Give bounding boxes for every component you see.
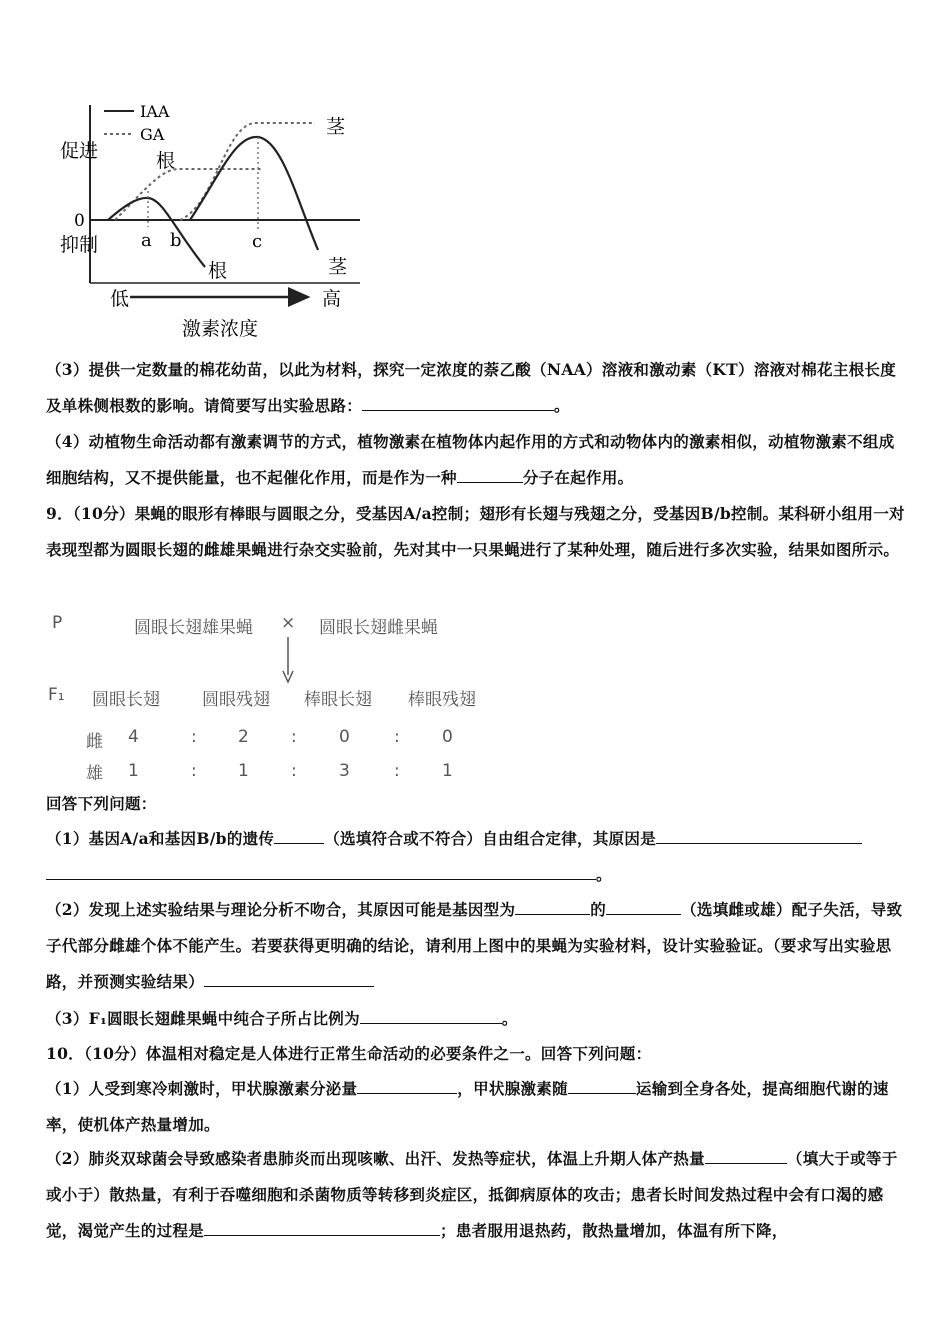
x-low-label: 低 xyxy=(110,288,130,310)
cross-x: × xyxy=(281,613,296,633)
q9-answer-intro xyxy=(46,786,906,822)
q9-part2-text-c: （选填雌或雄）配子失活，导致子代部分雌雄个体不能产生。若要获得更明确的结论，请利用上图中的果蝇为实验材料，设计实验验证。（要求写出实验思路，并预测实验结果） xyxy=(46,900,903,991)
sep-m1: : xyxy=(191,761,197,781)
q9-part1-blank2[interactable] xyxy=(656,825,862,844)
q9-part2-blank3[interactable] xyxy=(204,968,374,987)
sep-m2: : xyxy=(291,761,297,781)
q9-part2-blank1[interactable] xyxy=(515,896,590,915)
cross-male: 圆眼长翅雄果蝇 xyxy=(134,618,253,638)
iaa-root-curve xyxy=(108,198,205,267)
q8-part4-text: （4）动植物生命活动都有激素调节的方式，植物激素在植物体内起作用的方式和动物体内的激素相似，动植物激素不组成细胞结构，又不提供能量，也不起催化作用，而是作为一种 xyxy=(46,432,895,487)
point-b-label: b xyxy=(170,230,182,251)
q10-part2 xyxy=(46,1141,906,1249)
point-a-label: a xyxy=(141,230,152,251)
legend-iaa-label: IAA xyxy=(140,102,170,121)
q10-part2-blank1[interactable] xyxy=(705,1145,787,1164)
q9-part3-end: 。 xyxy=(501,1009,518,1028)
q10-part1-text-b: ，甲状腺激素随 xyxy=(457,1079,568,1098)
q10-part1-text-c: 运输到全身各处，提高细胞代谢的速率，使机体产热量增加。 xyxy=(46,1079,889,1134)
q10-part1-blank2[interactable] xyxy=(568,1075,636,1094)
sep-m3: : xyxy=(394,761,400,781)
legend-ga-label: GA xyxy=(140,125,165,144)
root-label-top: 根 xyxy=(156,150,176,172)
q9-stem-text: 9．（10分）果蝇的眼形有棒眼与圆眼之分，受基因A/a控制；翅形有长翅与残翅之分，受基因B/b控制。某科研小组用一对表现型都为圆眼长翅的雌雄果蝇进行杂交实验前，先对其中一只果蝇进行了某种处理，随后进行多次实验，结果如图所示。 xyxy=(46,504,905,559)
cross-f1-label: F₁ xyxy=(48,685,65,705)
sep-f3: : xyxy=(394,727,400,747)
q9-part3 xyxy=(46,1001,906,1037)
y-label-inhibit: 抑制 xyxy=(60,234,99,256)
cross-table xyxy=(46,605,506,790)
q9-stem xyxy=(46,496,906,568)
phenotype-2: 圆眼残翅 xyxy=(202,690,270,710)
x-high-label: 高 xyxy=(322,288,342,310)
q9-part1-text-a: （1）基因A/a和基因B/b的遗传 xyxy=(46,829,275,848)
phenotype-1: 圆眼长翅 xyxy=(92,690,160,710)
x-axis-label: 激素浓度 xyxy=(182,318,259,340)
stem-label-top: 茎 xyxy=(326,116,346,138)
q9-part1-blank3[interactable] xyxy=(46,861,596,880)
q9-part1-text-b: （选填符合或不符合）自由组合定律，其原因是 xyxy=(324,829,657,848)
q10-part1-text-a: （1）人受到寒冷刺激时，甲状腺激素分泌量 xyxy=(46,1079,358,1098)
q9-part1-end: 。 xyxy=(596,865,612,884)
q8-part4-blank[interactable] xyxy=(457,464,523,483)
q10-stem xyxy=(46,1036,906,1072)
row-female-label: 雌 xyxy=(86,732,103,752)
q8-part3-end: 。 xyxy=(554,396,570,415)
q10-part2-text-a: （2）肺炎双球菌会导致感染者患肺炎而出现咳嗽、出汗、发热等症状，体温上升期人体产热量 xyxy=(46,1149,705,1168)
row-male-v2: 1 xyxy=(238,761,249,781)
cross-female: 圆眼长翅雌果蝇 xyxy=(319,618,438,638)
q9-part1 xyxy=(46,821,906,893)
hormone-concentration-figure xyxy=(60,95,370,345)
q10-stem-text: 10．（10分）体温相对稳定是人体进行正常生命活动的必要条件之一。回答下列问题： xyxy=(46,1044,652,1063)
row-female-v1: 4 xyxy=(128,727,139,747)
q9-part2-text-b: 的 xyxy=(590,900,607,919)
phenotype-3: 棒眼长翅 xyxy=(304,690,372,710)
y-label-promote xyxy=(60,140,98,162)
q8-part4 xyxy=(46,424,906,496)
q9-part2-blank2[interactable] xyxy=(606,896,681,915)
q9-part2 xyxy=(46,892,906,1000)
q8-part4-end: 分子在起作用。 xyxy=(522,468,634,487)
row-male-v1: 1 xyxy=(128,761,139,781)
row-male-v3: 3 xyxy=(339,761,350,781)
q10-part2-blank2[interactable] xyxy=(204,1217,440,1236)
hormone-curve-diagram xyxy=(60,95,370,345)
cross-p-label: P xyxy=(52,613,63,633)
y-label-promote-text: 促进 xyxy=(60,140,99,162)
q9-part1-blank1[interactable] xyxy=(274,825,324,844)
row-female-v4: 0 xyxy=(442,727,453,747)
phenotype-4: 棒眼残翅 xyxy=(408,690,476,710)
sep-f2: : xyxy=(291,727,297,747)
q10-part2-text-b: （填大于或等于或小于）散热量，有利于吞噬细胞和杀菌物质等转移到炎症区，抵御病原体的攻击；患者长时间发热过程中会有口渴的感觉，渴觉产生的过程是 xyxy=(46,1149,898,1240)
q8-part3-text: （3）提供一定数量的棉花幼苗，以此为材料，探究一定浓度的萘乙酸（NAA）溶液和激动素（KT）溶液对棉花主根长度及单株侧根数的影响。请简要写出实验思路： xyxy=(46,360,897,415)
q8-part3 xyxy=(46,352,906,424)
q9-part3-blank[interactable] xyxy=(360,1005,502,1024)
root-label-bottom: 根 xyxy=(208,260,228,282)
q9-answer-intro-text: 回答下列问题： xyxy=(46,794,157,813)
sep-f1: : xyxy=(191,727,197,747)
row-male-v4: 1 xyxy=(442,761,453,781)
cross-arrow xyxy=(282,637,294,683)
zero-label: 0 xyxy=(74,211,85,231)
row-male-label: 雄 xyxy=(86,764,103,784)
q10-part1 xyxy=(46,1071,906,1143)
row-female-v3: 0 xyxy=(339,727,350,747)
point-c-label: c xyxy=(252,231,263,252)
q9-part2-text-a: （2）发现上述实验结果与理论分析不吻合，其原因可能是基因型为 xyxy=(46,900,516,919)
q10-part1-blank1[interactable] xyxy=(357,1075,457,1094)
row-female-v2: 2 xyxy=(238,727,249,747)
q8-part3-blank[interactable] xyxy=(362,392,554,411)
stem-label-bottom: 茎 xyxy=(328,256,348,278)
ga-root-curve xyxy=(115,169,262,220)
q9-part3-text: （3）F₁圆眼长翅雌果蝇中纯合子所占比例为 xyxy=(46,1009,360,1028)
q10-part2-text-c: ；患者服用退热药，散热量增加，体温有所下降， xyxy=(440,1221,788,1240)
